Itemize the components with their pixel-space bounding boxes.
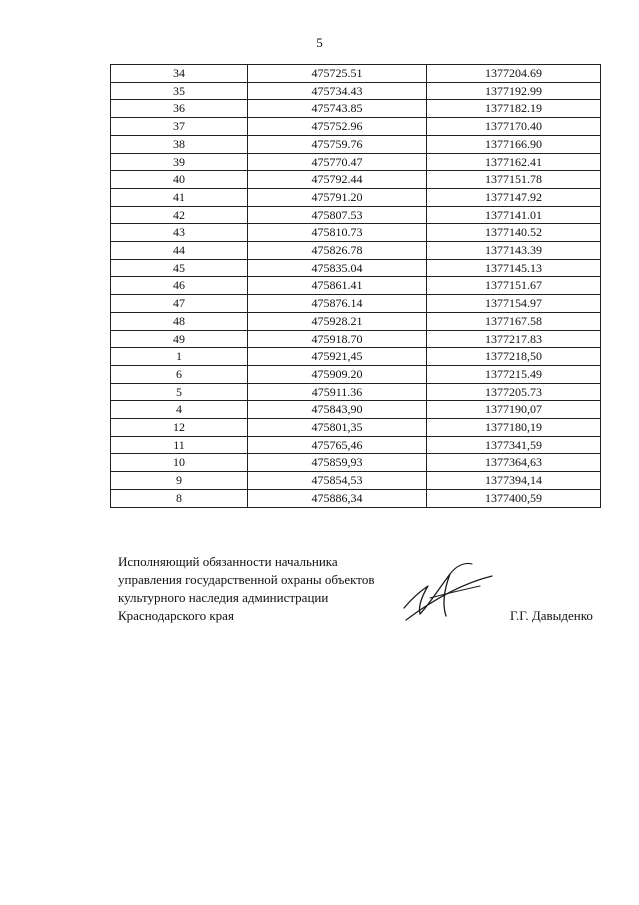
table-row bbox=[111, 383, 601, 401]
x-coordinate-cell: 475854,53 bbox=[248, 472, 427, 490]
y-coordinate-cell: 1377180,19 bbox=[427, 419, 601, 437]
point-number-cell: 5 bbox=[111, 383, 248, 401]
y-coordinate-cell: 1377364,63 bbox=[427, 454, 601, 472]
y-coordinate-cell: 1377145.13 bbox=[427, 259, 601, 277]
point-number-cell: 46 bbox=[111, 277, 248, 295]
table-row bbox=[111, 295, 601, 313]
point-number-cell: 45 bbox=[111, 259, 248, 277]
table-row bbox=[111, 82, 601, 100]
x-coordinate-cell: 475861.41 bbox=[248, 277, 427, 295]
point-number-cell: 37 bbox=[111, 118, 248, 136]
x-coordinate-cell: 475770.47 bbox=[248, 153, 427, 171]
y-coordinate-cell: 1377151.67 bbox=[427, 277, 601, 295]
table-row bbox=[111, 242, 601, 260]
table-row bbox=[111, 153, 601, 171]
table-row bbox=[111, 330, 601, 348]
y-coordinate-cell: 1377400,59 bbox=[427, 489, 601, 507]
x-coordinate-cell: 475792.44 bbox=[248, 171, 427, 189]
y-coordinate-cell: 1377182.19 bbox=[427, 100, 601, 118]
table-row bbox=[111, 454, 601, 472]
point-number-cell: 35 bbox=[111, 82, 248, 100]
point-number-cell: 47 bbox=[111, 295, 248, 313]
table-row bbox=[111, 436, 601, 454]
x-coordinate-cell: 475759.76 bbox=[248, 135, 427, 153]
point-number-cell: 34 bbox=[111, 65, 248, 83]
y-coordinate-cell: 1377141.01 bbox=[427, 206, 601, 224]
x-coordinate-cell: 475928.21 bbox=[248, 312, 427, 330]
y-coordinate-cell: 1377218,50 bbox=[427, 348, 601, 366]
x-coordinate-cell: 475859,93 bbox=[248, 454, 427, 472]
x-coordinate-cell: 475734.43 bbox=[248, 82, 427, 100]
y-coordinate-cell: 1377204.69 bbox=[427, 65, 601, 83]
y-coordinate-cell: 1377154.97 bbox=[427, 295, 601, 313]
point-number-cell: 9 bbox=[111, 472, 248, 490]
x-coordinate-cell: 475765,46 bbox=[248, 436, 427, 454]
y-coordinate-cell: 1377147.92 bbox=[427, 188, 601, 206]
point-number-cell: 8 bbox=[111, 489, 248, 507]
point-number-cell: 48 bbox=[111, 312, 248, 330]
x-coordinate-cell: 475886,34 bbox=[248, 489, 427, 507]
point-number-cell: 11 bbox=[111, 436, 248, 454]
table-row bbox=[111, 472, 601, 490]
signatory-position-line: Краснодарского края bbox=[118, 608, 234, 623]
x-coordinate-cell: 475801,35 bbox=[248, 419, 427, 437]
point-number-cell: 1 bbox=[111, 348, 248, 366]
handwritten-signature bbox=[400, 556, 500, 626]
table-row bbox=[111, 365, 601, 383]
coordinates-table bbox=[110, 64, 601, 508]
table-row bbox=[111, 401, 601, 419]
y-coordinate-cell: 1377140.52 bbox=[427, 224, 601, 242]
table-row bbox=[111, 171, 601, 189]
point-number-cell: 40 bbox=[111, 171, 248, 189]
x-coordinate-cell: 475725.51 bbox=[248, 65, 427, 83]
x-coordinate-cell: 475826.78 bbox=[248, 242, 427, 260]
signatory-position bbox=[118, 553, 374, 625]
x-coordinate-cell: 475876.14 bbox=[248, 295, 427, 313]
table-row bbox=[111, 259, 601, 277]
point-number-cell: 38 bbox=[111, 135, 248, 153]
x-coordinate-cell: 475791.20 bbox=[248, 188, 427, 206]
table-row bbox=[111, 348, 601, 366]
y-coordinate-cell: 1377167.58 bbox=[427, 312, 601, 330]
x-coordinate-cell: 475807.53 bbox=[248, 206, 427, 224]
point-number-cell: 39 bbox=[111, 153, 248, 171]
table-row bbox=[111, 224, 601, 242]
x-coordinate-cell: 475909.20 bbox=[248, 365, 427, 383]
x-coordinate-cell: 475918.70 bbox=[248, 330, 427, 348]
point-number-cell: 4 bbox=[111, 401, 248, 419]
y-coordinate-cell: 1377143.39 bbox=[427, 242, 601, 260]
table-row bbox=[111, 206, 601, 224]
point-number-cell: 49 bbox=[111, 330, 248, 348]
signatory-position-line: Исполняющий обязанности начальника bbox=[118, 554, 338, 569]
y-coordinate-cell: 1377190,07 bbox=[427, 401, 601, 419]
table-row bbox=[111, 419, 601, 437]
table-row bbox=[111, 277, 601, 295]
table-row bbox=[111, 489, 601, 507]
x-coordinate-cell: 475743.85 bbox=[248, 100, 427, 118]
x-coordinate-cell: 475835.04 bbox=[248, 259, 427, 277]
y-coordinate-cell: 1377170.40 bbox=[427, 118, 601, 136]
signatory-position-line: культурного наследия администрации bbox=[118, 590, 329, 605]
y-coordinate-cell: 1377394,14 bbox=[427, 472, 601, 490]
point-number-cell: 10 bbox=[111, 454, 248, 472]
point-number-cell: 36 bbox=[111, 100, 248, 118]
y-coordinate-cell: 1377215.49 bbox=[427, 365, 601, 383]
x-coordinate-cell: 475911.36 bbox=[248, 383, 427, 401]
y-coordinate-cell: 1377162.41 bbox=[427, 153, 601, 171]
y-coordinate-cell: 1377205.73 bbox=[427, 383, 601, 401]
y-coordinate-cell: 1377151.78 bbox=[427, 171, 601, 189]
x-coordinate-cell: 475843,90 bbox=[248, 401, 427, 419]
table-row bbox=[111, 188, 601, 206]
y-coordinate-cell: 1377341,59 bbox=[427, 436, 601, 454]
x-coordinate-cell: 475752.96 bbox=[248, 118, 427, 136]
point-number-cell: 43 bbox=[111, 224, 248, 242]
point-number-cell: 6 bbox=[111, 365, 248, 383]
point-number-cell: 12 bbox=[111, 419, 248, 437]
table-row bbox=[111, 100, 601, 118]
page-number: 5 bbox=[316, 35, 323, 50]
y-coordinate-cell: 1377217.83 bbox=[427, 330, 601, 348]
x-coordinate-cell: 475810.73 bbox=[248, 224, 427, 242]
y-coordinate-cell: 1377166.90 bbox=[427, 135, 601, 153]
table-row bbox=[111, 118, 601, 136]
x-coordinate-cell: 475921,45 bbox=[248, 348, 427, 366]
table-row bbox=[111, 135, 601, 153]
point-number-cell: 42 bbox=[111, 206, 248, 224]
signer-name: Г.Г. Давыденко bbox=[510, 608, 593, 623]
point-number-cell: 41 bbox=[111, 188, 248, 206]
coordinates-table-body bbox=[111, 65, 601, 508]
y-coordinate-cell: 1377192.99 bbox=[427, 82, 601, 100]
signatory-position-line: управления государственной охраны объектов bbox=[118, 572, 375, 587]
table-row bbox=[111, 312, 601, 330]
point-number-cell: 44 bbox=[111, 242, 248, 260]
table-row bbox=[111, 65, 601, 83]
